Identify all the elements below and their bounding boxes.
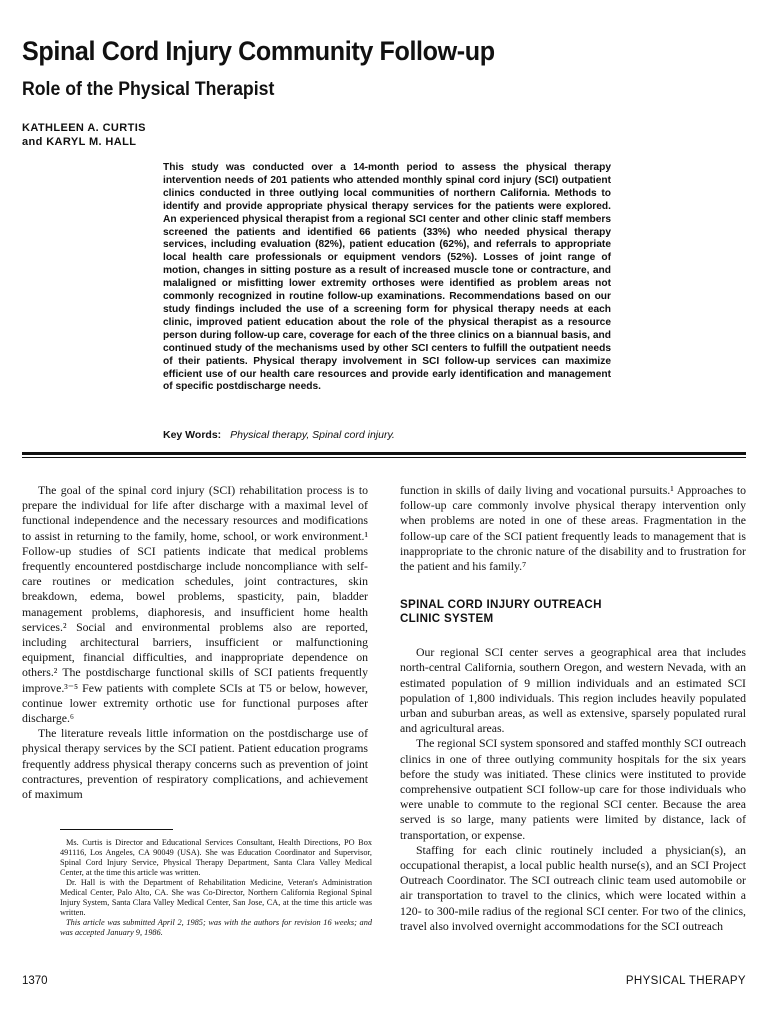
- author-line-2: and KARYL M. HALL: [22, 136, 137, 148]
- author-line-1: KATHLEEN A. CURTIS: [22, 122, 146, 134]
- body-paragraph: The literature reveals little information on the postdischarge use of physical therapy services by the SCI patient. Patient education programs frequently address physical therapy concerns such as prevention of joint contractures, prevention of respiratory complications, and achievement of maximum: [22, 726, 368, 802]
- section-heading-line-1: SPINAL CORD INJURY OUTREACH: [400, 598, 602, 612]
- footnote-author-1: Ms. Curtis is Director and Educational Services Consultant, Health Directions, PO Box 491116, Los Angeles, CA 90049 (USA). She was Education Coordinator and Supervisor, Spinal Cord Injury Service, Physical Therapy Department, Santa Clara Valley Medical Center, at the time this article was written.: [60, 838, 372, 877]
- journal-name: PHYSICAL THERAPY: [625, 975, 746, 987]
- header-rule-thick: [22, 452, 746, 455]
- article-title: Spinal Cord Injury Community Follow-up: [22, 36, 495, 66]
- page-number: 1370: [22, 975, 48, 987]
- body-paragraph: The goal of the spinal cord injury (SCI) rehabilitation process is to prepare the individual for life after discharge with a maximal level of functional independence and the necessary resources and modifications to assist in returning to the family, home, school, or work environment.¹ Follow-up studies of SCI patients indicate that medical problems frequently encountered postdischarge include noncompliance with self-care routines or medication schedules, joint contractures, skin breakdown, edema, bowel problems, spasticity, pain, bladder management problems, diaphoresis, and insufficient home health services.² Social and environmental problems also are reported, including architectural barriers, insufficient or malfunctioning equipment, financial difficulties, and inappropriate dependence on others.² The postdischarge functional skills of SCI patients frequently improve.³⁻⁵ Few patients with complete SCIs at T5 or below, however, continue lower extremity orthotic use for functional purposes after discharge.⁶: [22, 483, 368, 726]
- header-rule-thin: [22, 457, 746, 458]
- section-heading-line-2: CLINIC SYSTEM: [400, 612, 494, 626]
- section-heading: [400, 598, 746, 626]
- keywords-label: Key Words:: [163, 429, 222, 441]
- article-subtitle: Role of the Physical Therapist: [22, 79, 275, 100]
- body-paragraph: The regional SCI system sponsored and staffed monthly SCI outreach clinics in one of three outlying community hospitals for the six years before the study was initiated. These clinics were instituted to provide comprehensive outpatient SCI follow-up care for those individuals who were unable to commute to the regional SCI center. Because the area served is so large, many patients were limited by distance, lack of transportation, or expense.: [400, 736, 746, 842]
- keywords-value: Physical therapy, Spinal cord injury.: [230, 429, 395, 441]
- body-paragraph: Our regional SCI center serves a geographical area that includes north-central California, southern Oregon, and western Nevada, with an estimated population of 9 million individuals and an estimated SCI population of 1,800 individuals. This region includes heavily populated urban and suburban areas, as well as extensive, sparsely populated rural and agricultural areas.: [400, 645, 746, 736]
- footnote-author-2: Dr. Hall is with the Department of Rehabilitation Medicine, Veteran's Administration Medical Center, Palo Alto, CA. She was Co-Director, Northern California Regional Spinal Injury System, Santa Clara Valley Medical Center, San Jose, CA, at the time this article was written.: [60, 878, 372, 917]
- footnote-rule: [60, 829, 173, 830]
- footnote-submission-note: This article was submitted April 2, 1985; was with the authors for revision 16 weeks; and was accepted January 9, 1986.: [60, 918, 372, 937]
- body-column-left: [22, 483, 368, 802]
- body-paragraph: Staffing for each clinic routinely included a physician(s), an occupational therapist, a local public health nurse(s), and an SCI Project Outreach Coordinator. The SCI outreach clinic team used automobile or air transportation to travel to the clinics, which were located within a 120- to 300-mile radius of the regional SCI center. For two of the clinics, travel also involved overnight accommodations for the SCI outreach: [400, 842, 746, 933]
- keywords: [163, 429, 611, 442]
- abstract: This study was conducted over a 14-month period to assess the physical therapy intervention needs of 201 patients who attended monthly spinal cord injury (SCI) outpatient clinics conducted in three outlying local communities of northern California. Methods to identify and provide appropriate physical therapy services for the patients were explored. An experienced physical therapist from a regional SCI center and other clinic staff members screened the patients and identified 66 patients (33%) who needed physical therapy services, including evaluation (82%), patient education (62%), and referrals to appropriate local health care professionals or equipment vendors (52%). Losses of joint range of motion, changes in sitting posture as a result of increased muscle tone or contracture, and malaligned or misfitting lower extremity orthoses were identified as problem areas not commonly recognized in routine follow-up examinations. Recommendations based on our study findings included the use of a screening form for physical therapy needs at each clinic, improved patient education about the role of the physical therapist as a resource person during follow-up care, coverage for each of the three clinics on a biannual basis, and continued study of the mechanisms used by other SCI centers to fulfill the outpatient needs of their patients. Physical therapy involvement in SCI follow-up services can maximize efficient use of our health care resources and provide early identification and management of specific postdischarge needs.: [163, 162, 611, 393]
- body-paragraph: function in skills of daily living and vocational pursuits.¹ Approaches to follow-up care commonly involve physical therapy intervention only when problems are noted in one of these areas. Fragmentation in the follow-up care of the SCI patient frequently leads to management that is inappropriate to the chronic nature of the disability and to frustration for the patient and his family.⁷: [400, 483, 746, 574]
- body-column-right: [400, 483, 746, 934]
- footnotes: [60, 838, 372, 938]
